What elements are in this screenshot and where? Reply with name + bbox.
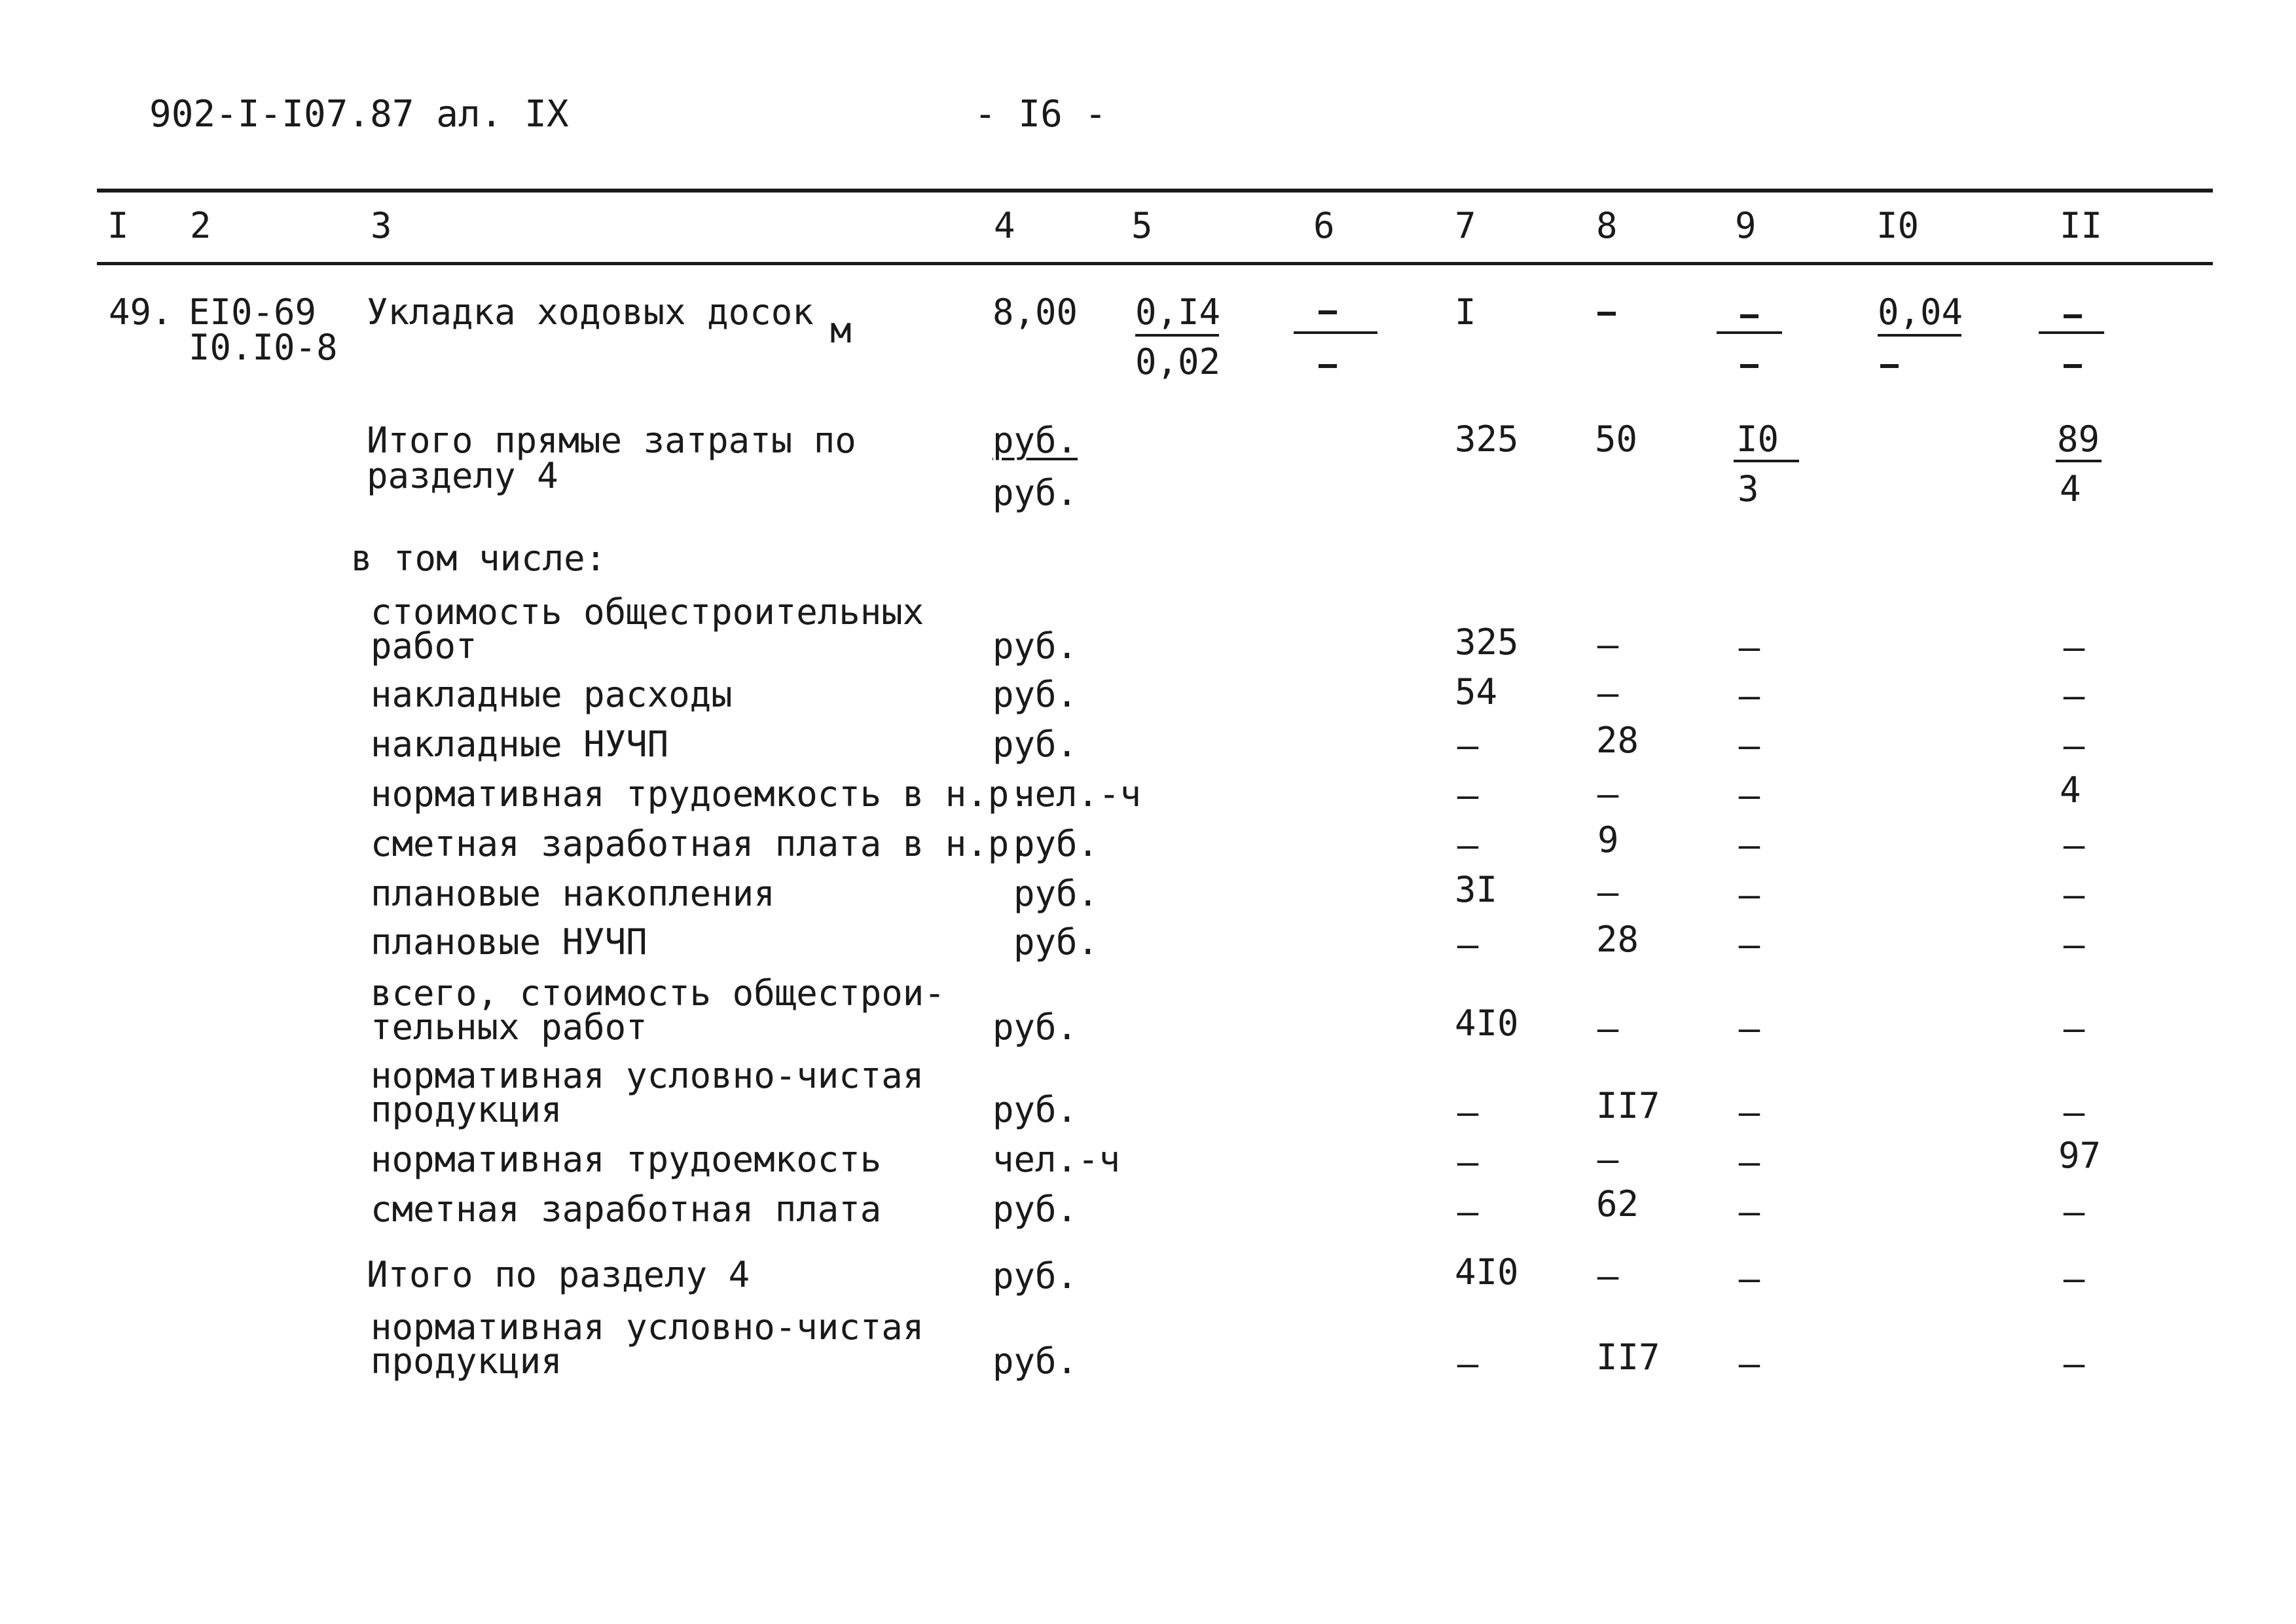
row-9-col9: – xyxy=(1738,1141,1760,1183)
col-header-1: I xyxy=(107,205,129,246)
row-8-col8: II7 xyxy=(1596,1085,1660,1126)
row-6-label: плановые НУЧП xyxy=(371,921,647,963)
row-3-col9: – xyxy=(1738,775,1760,816)
row-7-col8: – xyxy=(1597,1008,1619,1049)
row-4-col11: – xyxy=(2063,824,2085,866)
section-nuchp-label-2: продукция xyxy=(371,1340,562,1382)
col-header-11: II xyxy=(2060,205,2103,246)
item-col11-bottom xyxy=(2064,364,2082,368)
section-total-label: Итого по разделу 4 xyxy=(367,1254,750,1295)
item-col5-top: 0,I4 xyxy=(1135,291,1221,333)
row-0-label-2: работ xyxy=(371,625,477,667)
row-1-col9: – xyxy=(1738,675,1760,716)
row-6-col9: – xyxy=(1738,924,1760,965)
col-header-8: 8 xyxy=(1596,205,1618,246)
row-4-unit: руб. xyxy=(1013,823,1099,864)
row-5-col9: – xyxy=(1738,874,1760,915)
table-header-rule xyxy=(97,262,2213,265)
section-nuchp-label-1: нормативная условно-чистая xyxy=(371,1306,924,1348)
row-0-unit: руб. xyxy=(993,625,1078,667)
totals-direct-col8: 50 xyxy=(1595,418,1638,460)
row-2-col9: – xyxy=(1738,725,1760,766)
row-8-label-1: нормативная условно-чистая xyxy=(371,1055,924,1096)
item-col8 xyxy=(1597,312,1616,316)
row-7-label-1: всего, стоимость общестрои- xyxy=(371,972,945,1014)
row-8-col11: – xyxy=(2063,1092,2085,1133)
row-2-col11: – xyxy=(2063,725,2085,766)
totals-direct-col11-bottom: 4 xyxy=(2060,468,2081,509)
row-0-col7: 325 xyxy=(1455,621,1519,663)
row-6-col7: – xyxy=(1457,924,1479,965)
item-col9-bottom xyxy=(1740,364,1758,368)
row-10-col8: 62 xyxy=(1596,1183,1639,1225)
item-col5-underline xyxy=(1135,334,1219,337)
totals-direct-col9-top: I0 xyxy=(1736,418,1779,460)
row-4-col8: 9 xyxy=(1597,819,1619,860)
totals-direct-unit-1: руб. xyxy=(993,420,1078,461)
row-0-col11: – xyxy=(2063,627,2085,668)
row-6-unit: руб. xyxy=(1013,921,1099,963)
row-0-col8: – xyxy=(1597,624,1619,665)
row-5-col8: – xyxy=(1597,872,1619,913)
section-nuchp-col11: – xyxy=(2063,1343,2085,1384)
col-header-2: 2 xyxy=(190,205,211,246)
item-unit: м xyxy=(830,310,852,351)
col-header-3: 3 xyxy=(371,205,392,246)
row-3-col8: – xyxy=(1597,773,1619,815)
totals-direct-col9-bottom: 3 xyxy=(1738,468,1759,509)
totals-direct-label-2: разделу 4 xyxy=(367,455,558,496)
row-8-col7: – xyxy=(1457,1092,1479,1133)
section-total-col8: – xyxy=(1597,1255,1619,1297)
row-8-label-2: продукция xyxy=(371,1089,562,1130)
totals-direct-unit-2: руб. xyxy=(993,472,1078,513)
totals-direct-col7: 325 xyxy=(1455,418,1519,460)
item-code-line2: I0.I0-8 xyxy=(189,327,338,368)
row-6-col8: 28 xyxy=(1596,919,1639,960)
row-10-col11: – xyxy=(2063,1191,2085,1232)
row-2-unit: руб. xyxy=(993,724,1078,765)
row-1-col11: – xyxy=(2063,675,2085,716)
totals-direct-label-1: Итого прямые затраты по xyxy=(367,420,856,461)
item-quantity: 8,00 xyxy=(993,291,1078,333)
row-1-col8: – xyxy=(1597,673,1619,714)
section-nuchp-col7: – xyxy=(1457,1343,1479,1384)
row-8-col9: – xyxy=(1738,1092,1760,1133)
item-col7: I xyxy=(1455,291,1476,333)
section-nuchp-col8: II7 xyxy=(1596,1337,1660,1378)
row-10-col7: – xyxy=(1457,1191,1479,1232)
row-3-col7: – xyxy=(1457,775,1479,816)
row-2-col8: 28 xyxy=(1596,720,1639,761)
section-total-col9: – xyxy=(1738,1258,1760,1299)
row-10-col9: – xyxy=(1738,1191,1760,1232)
section-nuchp-unit: руб. xyxy=(993,1340,1078,1382)
row-7-unit: руб. xyxy=(993,1006,1078,1048)
row-7-col9: – xyxy=(1738,1008,1760,1049)
row-4-col7: – xyxy=(1457,824,1479,866)
col-header-6: 6 xyxy=(1313,205,1335,246)
row-1-unit: руб. xyxy=(993,674,1078,715)
item-col6-top xyxy=(1319,310,1337,314)
section-total-col7: 4I0 xyxy=(1455,1251,1519,1293)
item-number: 49. xyxy=(109,291,173,333)
item-col9-top xyxy=(1740,314,1758,318)
section-nuchp-col9: – xyxy=(1738,1343,1760,1384)
row-0-label-1: стоимость общестроительных xyxy=(371,591,924,633)
totals-direct-col11-top: 89 xyxy=(2057,418,2100,460)
col-header-5: 5 xyxy=(1131,205,1153,246)
row-0-col9: – xyxy=(1738,627,1760,668)
item-col10-bottom xyxy=(1880,364,1899,368)
row-3-col11: 4 xyxy=(2060,769,2081,811)
col-header-10: I0 xyxy=(1876,205,1920,246)
row-2-label: накладные НУЧП xyxy=(371,724,669,765)
item-code-line1: EI0-69 xyxy=(189,291,317,333)
row-9-label: нормативная трудоемкость xyxy=(371,1139,882,1180)
row-2-col7: – xyxy=(1457,725,1479,766)
item-col10-top: 0,04 xyxy=(1878,291,1963,333)
document-code: 902-I-I07.87 ал. IX xyxy=(149,93,569,136)
page-number: - I6 - xyxy=(974,93,1107,136)
item-name: Укладка ходовых досок xyxy=(367,291,814,333)
totals-direct-col9-underline xyxy=(1734,460,1799,462)
row-9-col7: – xyxy=(1457,1141,1479,1183)
item-col10-underline xyxy=(1878,334,1961,337)
row-1-label: накладные расходы xyxy=(371,674,733,715)
col-header-9: 9 xyxy=(1735,205,1757,246)
item-col6-underline xyxy=(1294,331,1377,334)
row-1-col7: 54 xyxy=(1455,671,1498,712)
row-4-label: сметная заработная плата в н.р. xyxy=(371,823,1030,864)
item-col5-bottom: 0,02 xyxy=(1135,341,1221,382)
table-top-rule xyxy=(97,189,2213,193)
row-6-col11: – xyxy=(2063,924,2085,965)
row-5-label: плановые накопления xyxy=(371,873,775,914)
row-7-col7: 4I0 xyxy=(1455,1003,1519,1044)
section-total-unit: руб. xyxy=(993,1255,1078,1297)
row-7-col11: – xyxy=(2063,1008,2085,1049)
item-col11-underline xyxy=(2039,331,2104,334)
row-5-col11: – xyxy=(2063,874,2085,915)
row-9-col8: – xyxy=(1597,1139,1619,1180)
item-col11-top xyxy=(2064,314,2082,318)
col-header-7: 7 xyxy=(1455,205,1476,246)
row-3-unit: чел.-ч xyxy=(1013,773,1142,815)
row-9-col11: 97 xyxy=(2058,1135,2102,1176)
row-4-col9: – xyxy=(1738,824,1760,866)
col-header-4: 4 xyxy=(994,205,1015,246)
row-8-unit: руб. xyxy=(993,1089,1078,1130)
section-total-col11: – xyxy=(2063,1258,2085,1299)
row-9-unit: чел.-ч xyxy=(993,1139,1121,1180)
row-5-col7: 3I xyxy=(1455,869,1498,910)
row-3-label: нормативная трудоемкость в н.р. xyxy=(371,773,1030,815)
row-10-label: сметная заработная плата xyxy=(371,1189,882,1230)
totals-direct-col11-underline xyxy=(2056,460,2102,462)
including-label: в том числе: xyxy=(351,538,607,579)
row-5-unit: руб. xyxy=(1013,873,1099,914)
row-7-label-2: тельных работ xyxy=(371,1006,647,1048)
item-col9-underline xyxy=(1717,331,1782,334)
item-col6-bottom xyxy=(1319,364,1337,368)
row-10-unit: руб. xyxy=(993,1189,1078,1230)
